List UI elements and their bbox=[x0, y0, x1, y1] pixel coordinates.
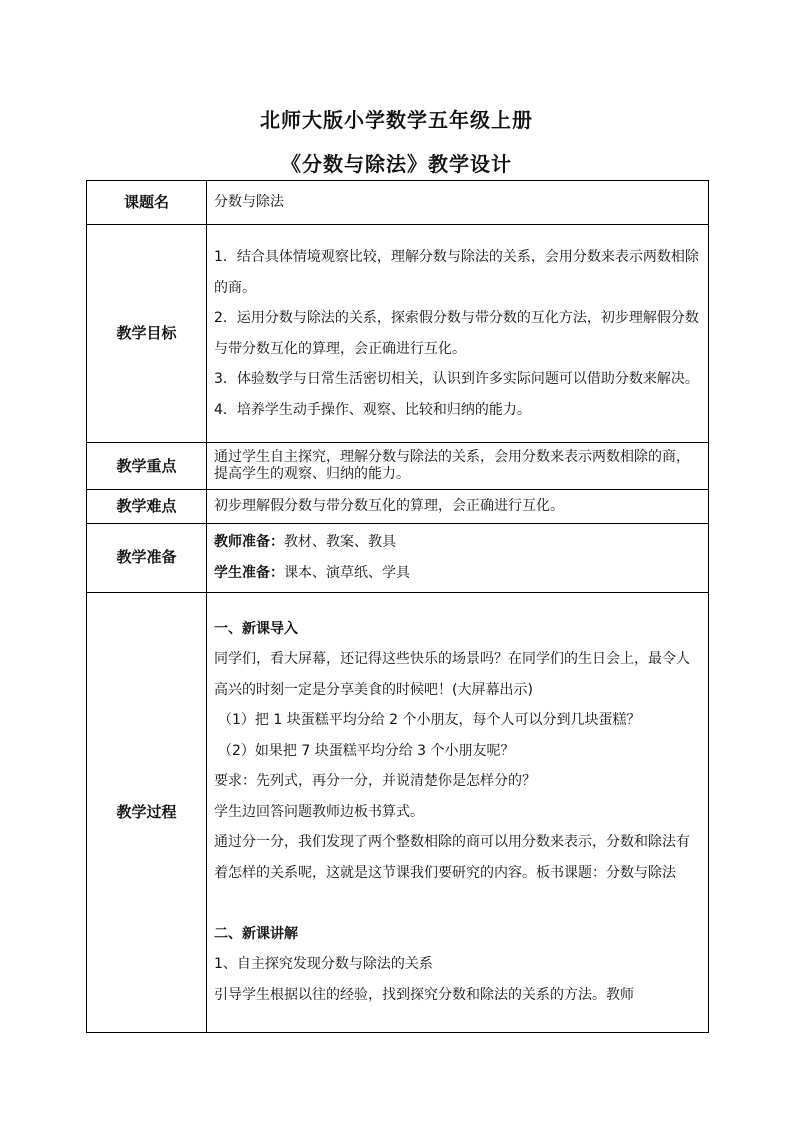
lesson-plan-table bbox=[86, 180, 709, 1033]
key-value: 通过学生自主探究，理解分数与除法的关系，会用分数来表示两数相除的商，提高学生的观察、归纳的能力。 bbox=[207, 443, 709, 490]
row-label-topic: 课题名 bbox=[87, 181, 207, 225]
table-row-process bbox=[87, 592, 709, 1032]
goal-item: 4．培养学生动手操作、观察、比较和归纳的能力。 bbox=[214, 401, 531, 418]
goals-cell bbox=[207, 225, 709, 443]
row-label-difficulty: 教学难点 bbox=[87, 490, 207, 524]
teacher-prep bbox=[214, 527, 702, 558]
process-paragraph: 引导学生根据以往的经验，找到探究分数和除法的关系的方法。教师 bbox=[214, 986, 634, 1003]
process-paragraph: 要求：先列式，再分一分，并说清楚你是怎样分的？ bbox=[214, 773, 536, 790]
goal-item: 2．运用分数与除法的关系，探索假分数与带分数的互化方法，初步理解假分数与带分数互化的算理，会正确进行互化。 bbox=[214, 310, 699, 357]
teacher-prep-text: 教材、教案、教具 bbox=[284, 534, 396, 550]
table-row-prep bbox=[87, 523, 709, 592]
goal-item: 1．结合具体情境观察比较，理解分数与除法的关系，会用分数来表示两数相除的商。 bbox=[214, 249, 699, 296]
student-prep-label: 学生准备： bbox=[214, 564, 284, 581]
process-paragraph: 通过分一分，我们发现了两个整数相除的商可以用分数来表示，分数和除法有着怎样的关系呢，这就是这节课我们要研究的内容。板书课题：分数与除法 bbox=[214, 834, 690, 881]
table-row-difficulty bbox=[87, 490, 709, 524]
table-row-topic bbox=[87, 181, 709, 225]
student-prep bbox=[214, 558, 702, 589]
process-paragraph: 同学们，看大屏幕，还记得这些快乐的场景吗？在同学们的生日会上，最令人高兴的时刻一定是分享美食的时候吧！(大屏幕出示) bbox=[214, 651, 690, 698]
prep-cell bbox=[207, 523, 709, 592]
difficulty-value: 初步理解假分数与带分数互化的算理，会正确进行互化。 bbox=[207, 490, 709, 524]
row-label-process: 教学过程 bbox=[87, 592, 207, 1032]
section-heading: 二、新课讲解 bbox=[214, 925, 298, 942]
process-paragraph: 1、自主探究发现分数与除法的关系 bbox=[214, 956, 433, 973]
document-title: 北师大版小学数学五年级上册 bbox=[260, 108, 533, 132]
document-subtitle: 《分数与除法》教学设计 bbox=[281, 152, 512, 176]
topic-value: 分数与除法 bbox=[207, 181, 709, 225]
table-row-key bbox=[87, 443, 709, 490]
row-label-prep: 教学准备 bbox=[87, 523, 207, 592]
row-label-goals: 教学目标 bbox=[87, 225, 207, 443]
process-paragraph: 学生边回答问题教师边板书算式。 bbox=[214, 803, 424, 820]
spacer bbox=[214, 888, 702, 919]
goal-item: 3．体验数学与日常生活密切相关，认识到许多实际问题可以借助分数来解决。 bbox=[214, 371, 699, 387]
row-label-key: 教学重点 bbox=[87, 443, 207, 490]
section-heading: 一、新课导入 bbox=[214, 620, 298, 637]
teacher-prep-label: 教师准备： bbox=[214, 534, 284, 550]
table-row-goals bbox=[87, 225, 709, 443]
student-prep-text: 课本、演草纸、学具 bbox=[284, 564, 410, 581]
process-cell bbox=[207, 592, 709, 1032]
question-item: （2）如果把 7 块蛋糕平均分给 3 个小朋友呢？ bbox=[218, 742, 515, 759]
question-item: （1）把 1 块蛋糕平均分给 2 个小朋友，每个人可以分到几块蛋糕？ bbox=[218, 712, 641, 729]
